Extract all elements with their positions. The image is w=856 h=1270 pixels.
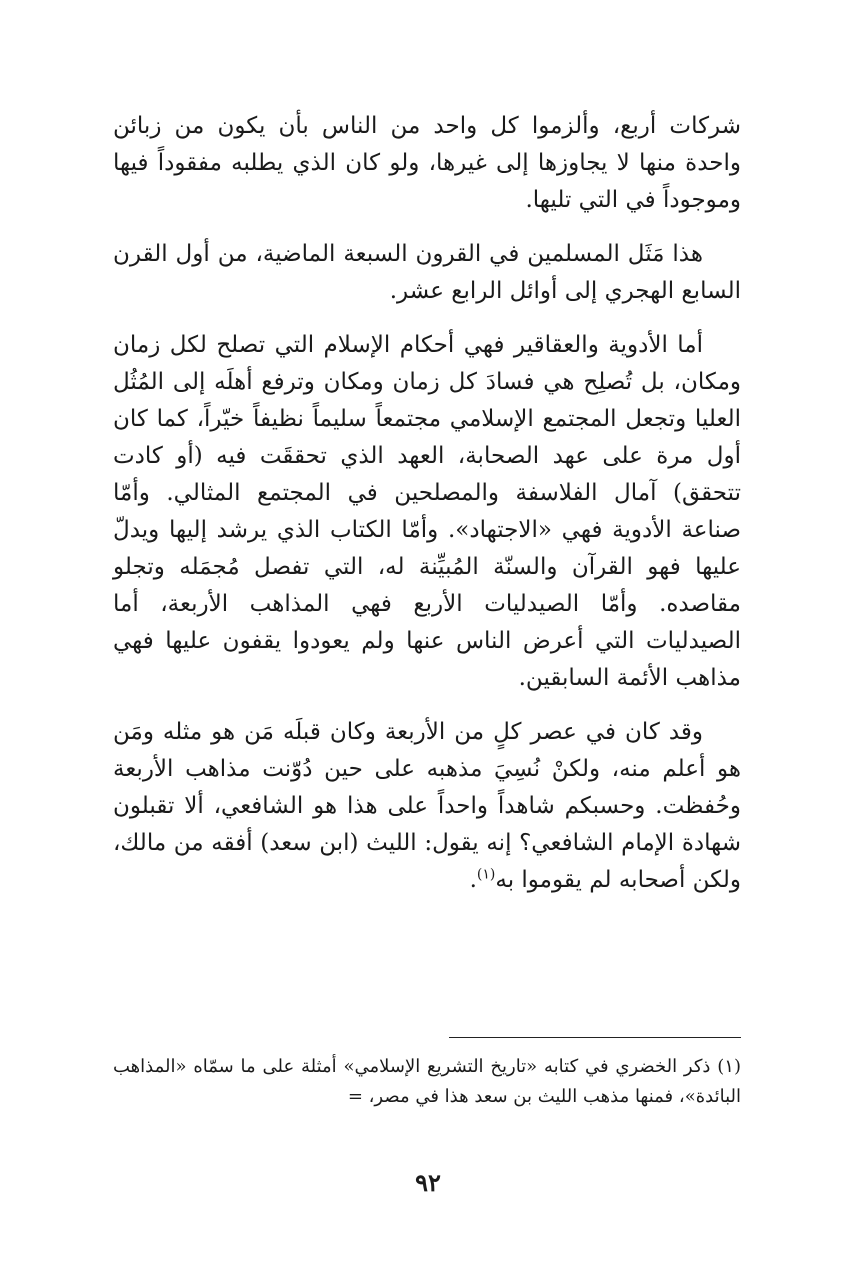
page-number: ٩٢ xyxy=(415,1168,441,1197)
paragraph-3: أما الأدوية والعقاقير فهي أحكام الإسلام التي تصلح لكل زمان ومكان، بل تُصلِح هي فسادَ كل زمان ومكان وترفع أهلَه إلى المُثُل العليا وتجعل المجتمع الإسلامي مجتمعاً سليماً نظيفاً خيّراً، كما كان أول مرة على عهد الصحابة، العهد الذي تحققَت فيه (أو كادت تتحقق) آمال الفلاسفة والمصلحين في المجتمع المثالي. وأمّا صناعة الأدوية فهي «الاجتهاد». وأمّا الكتاب الذي يرشد إليها ويدلّ عليها فهو القرآن والسنّة المُبيِّنة له، التي تفصل مُجمَله وتجلو مقاصده. وأمّا الصيدليات الأربع فهي المذاهب الأربعة، أما الصيدليات التي أعرض الناس عنها ولم يعودوا يقفون عليها فهي مذاهب الأئمة السابقين. xyxy=(113,332,741,691)
footnote: (١) ذكر الخضري في كتابه «تاريخ التشريع الإسلامي» أمثلة على ما سمّاه «المذاهب البائدة»، فمنها مذهب الليث بن سعد هذا في مصر، = xyxy=(113,1056,741,1107)
paragraph-4-end: . xyxy=(469,867,477,893)
paragraph-4 xyxy=(113,714,741,899)
paragraph-4-text: وقد كان في عصر كلٍ من الأربعة وكان قبلَه مَن هو مثله ومَن هو أعلم منه، ولكنْ نُسِيَ مذهبه على حين دُوّنت مذاهب الأربعة وحُفظت. وحسبكم شاهداً واحداً على هذا هو الشافعي، ألا تقبلون شهادة الإمام الشافعي؟ إنه يقول: الليث (ابن سعد) أفقه من مالك، ولكن أصحابه لم يقوموا به xyxy=(113,719,741,893)
paragraph-2: هذا مَثَل المسلمين في القرون السبعة الماضية، من أول القرن السابع الهجري إلى أوائل الرابع عشر. xyxy=(113,241,741,304)
footnote-reference[interactable]: (١) xyxy=(476,866,496,883)
paragraph-1: شركات أربع، وألزموا كل واحد من الناس بأن يكون من زبائن واحدة منها لا يجاوزها إلى غيرها، ولو كان الذي يطلبه مفقوداً فيها وموجوداً في التي تليها. xyxy=(113,113,741,213)
body-text xyxy=(113,108,741,916)
footnote-divider xyxy=(449,1037,741,1038)
